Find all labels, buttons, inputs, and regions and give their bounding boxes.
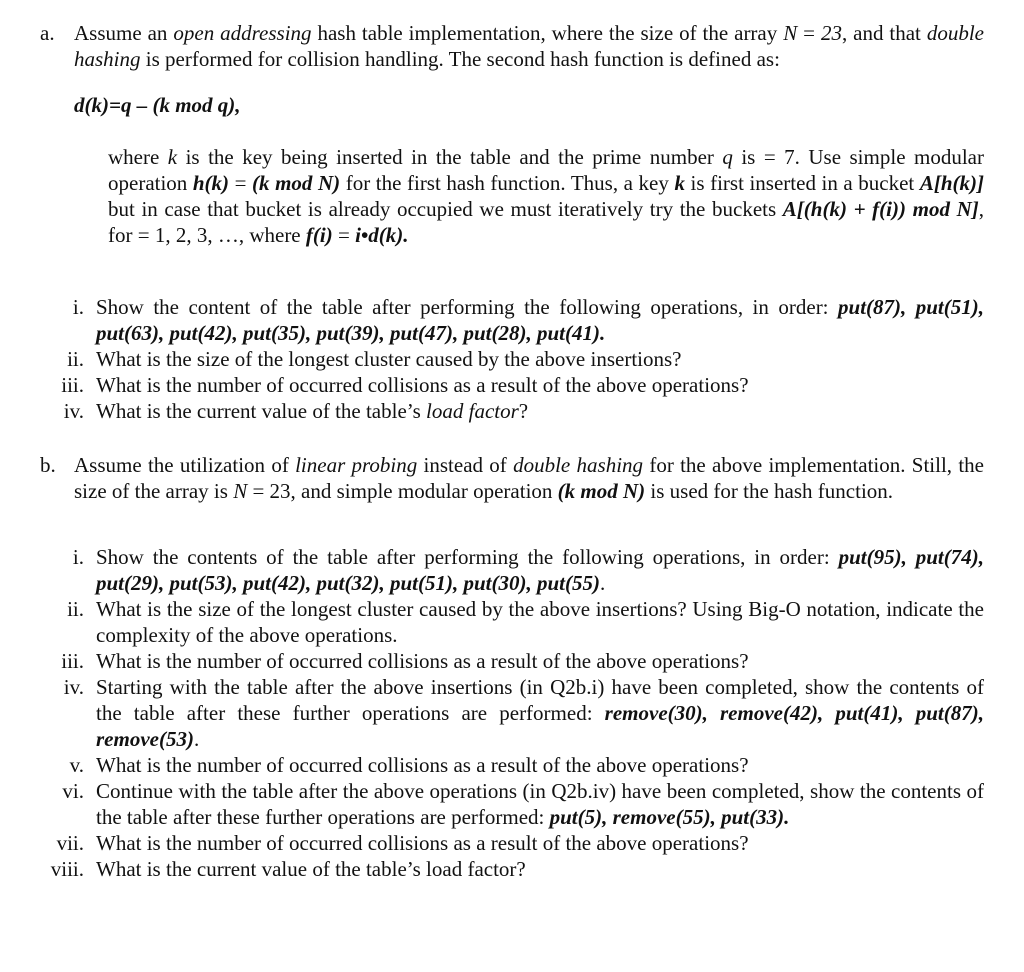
text-segment: Assume an — [74, 21, 174, 45]
question-b-header — [40, 452, 984, 504]
question-text — [96, 648, 984, 674]
text-segment: put(5), remove(55), put(33). — [549, 805, 790, 829]
question-number: iv. — [63, 675, 84, 699]
text-segment: What is the number of occurred collisions as a result of the above operations? — [96, 831, 749, 855]
question-item — [40, 294, 984, 346]
text-segment: , for = 1, 2, 3, …, where — [108, 197, 984, 247]
text-segment: hash table implementation, where the size of the array — [311, 21, 784, 45]
text-segment: is performed for collision handling. The second hash function is defined as: — [140, 47, 780, 71]
text-segment: (k mod N) — [557, 479, 646, 503]
question-text — [96, 346, 984, 372]
text-segment: What is the number of occurred collisions as a result of the above operations? — [96, 753, 749, 777]
question-item — [40, 648, 984, 674]
text-segment: is used for the hash function. — [645, 479, 894, 503]
question-item — [40, 346, 984, 372]
question-b-intro — [74, 452, 984, 504]
text-segment: A[(h(k) + f(i)) mod N] — [782, 197, 979, 221]
question-number: v. — [69, 753, 84, 777]
text-segment: k — [674, 171, 685, 195]
question-b-label: b. — [40, 453, 56, 477]
question-number: iii. — [61, 373, 84, 397]
question-text — [96, 674, 984, 752]
question-number: ii. — [67, 597, 84, 621]
question-text — [96, 856, 984, 882]
text-segment: ? — [518, 399, 529, 423]
question-number: viii. — [50, 857, 84, 881]
text-segment: Continue with the table after the above operations (in Q2b.iv) have been completed, show the contents of the table after these further operations are performed: — [96, 779, 984, 829]
text-segment: N — [233, 479, 248, 503]
question-item — [40, 372, 984, 398]
question-item — [40, 398, 984, 424]
text-segment: What is the number of occurred collisions as a result of the above operations? — [96, 373, 749, 397]
question-text — [96, 596, 984, 648]
text-segment: double hashing — [74, 21, 984, 71]
question-text — [96, 778, 984, 830]
text-segment: where — [108, 145, 168, 169]
hash-description — [108, 144, 984, 248]
question-text — [96, 752, 984, 778]
text-segment: put(95), put(74), put(29), put(53), put(42), put(32), put(51), put(30), put(55) — [96, 545, 984, 595]
question-item — [40, 856, 984, 882]
text-segment: for the first hash function. Thus, a key — [340, 171, 675, 195]
text-segment: instead of — [417, 453, 514, 477]
text-segment: but in case that bucket is already occupied we must iteratively try the buckets — [108, 197, 783, 221]
text-segment: = — [332, 223, 356, 247]
text-segment: A[h(k)] — [919, 171, 984, 195]
text-segment: is the key being inserted in the table and the prime number — [177, 145, 723, 169]
text-segment: What is the current value of the table’s load factor? — [96, 857, 526, 881]
question-item — [40, 778, 984, 830]
text-segment: (k mod N) — [252, 171, 341, 195]
second-hash-formula: d(k)=q – (k mod q), — [74, 93, 241, 117]
question-b — [40, 452, 984, 882]
question-text — [96, 544, 984, 596]
question-a-intro — [74, 20, 984, 72]
text-segment: load factor — [426, 399, 519, 423]
text-segment: Starting with the table after the above insertions (in Q2b.i) have been completed, show the contents of the table after these further operations are performed: — [96, 675, 984, 725]
text-segment: . — [600, 571, 606, 595]
text-segment: double hashing — [513, 453, 644, 477]
text-segment: N — [783, 21, 798, 45]
text-segment: k — [167, 145, 178, 169]
text-segment: = — [229, 171, 253, 195]
question-item — [40, 674, 984, 752]
text-segment: Show the contents of the table after performing the following operations, in order: — [96, 545, 839, 569]
question-text — [96, 398, 984, 424]
question-a-list — [40, 294, 984, 424]
text-segment: is first inserted in a bucket — [684, 171, 920, 195]
text-segment: . — [193, 727, 200, 751]
text-segment: i•d(k). — [355, 223, 409, 247]
question-a — [40, 20, 984, 424]
text-segment: is = 7. Use simple modular operation — [108, 145, 984, 195]
text-segment: Show the content of the table after performing the following operations, in order: — [96, 295, 839, 319]
question-item — [40, 596, 984, 648]
question-text — [96, 294, 984, 346]
text-segment: What is the size of the longest cluster caused by the above insertions? Using Big-O notation, indicate the complexity of the above operations. — [96, 597, 984, 647]
question-a-header — [40, 20, 984, 72]
text-segment: put(87), put(51), put(63), put(42), put(35), put(39), put(47), put(28), put(41). — [96, 295, 984, 345]
text-segment: Assume the utilization of — [74, 453, 296, 477]
text-segment: What is the size of the longest cluster caused by the above insertions? — [96, 347, 682, 371]
question-item — [40, 544, 984, 596]
text-segment: What is the number of occurred collisions as a result of the above operations? — [96, 649, 749, 673]
question-text — [96, 372, 984, 398]
text-segment: open addressing — [173, 21, 312, 45]
question-b-list — [40, 544, 984, 882]
text-segment: = 23, and simple modular operation — [247, 479, 558, 503]
text-segment: remove(30), remove(42), put(41), put(87), remove(53) — [96, 701, 984, 751]
text-segment: = — [797, 21, 821, 45]
question-number: vi. — [62, 779, 84, 803]
text-segment: f(i) — [305, 223, 333, 247]
text-segment: q — [722, 145, 733, 169]
question-item — [40, 830, 984, 856]
question-number: i. — [72, 295, 84, 319]
text-segment: h(k) — [192, 171, 230, 195]
text-segment: , and that — [841, 21, 927, 45]
question-number: vii. — [56, 831, 84, 855]
question-a-label: a. — [40, 21, 55, 45]
question-number: iii. — [61, 649, 84, 673]
question-number: i. — [72, 545, 84, 569]
text-segment: What is the current value of the table’s — [96, 399, 427, 423]
question-number: iv. — [63, 399, 84, 423]
question-text — [96, 830, 984, 856]
text-segment: 23 — [820, 21, 842, 45]
question-number: ii. — [67, 347, 84, 371]
text-segment: for the above implementation. Still, the size of the array is — [74, 453, 984, 503]
text-segment: linear probing — [295, 453, 418, 477]
question-item — [40, 752, 984, 778]
